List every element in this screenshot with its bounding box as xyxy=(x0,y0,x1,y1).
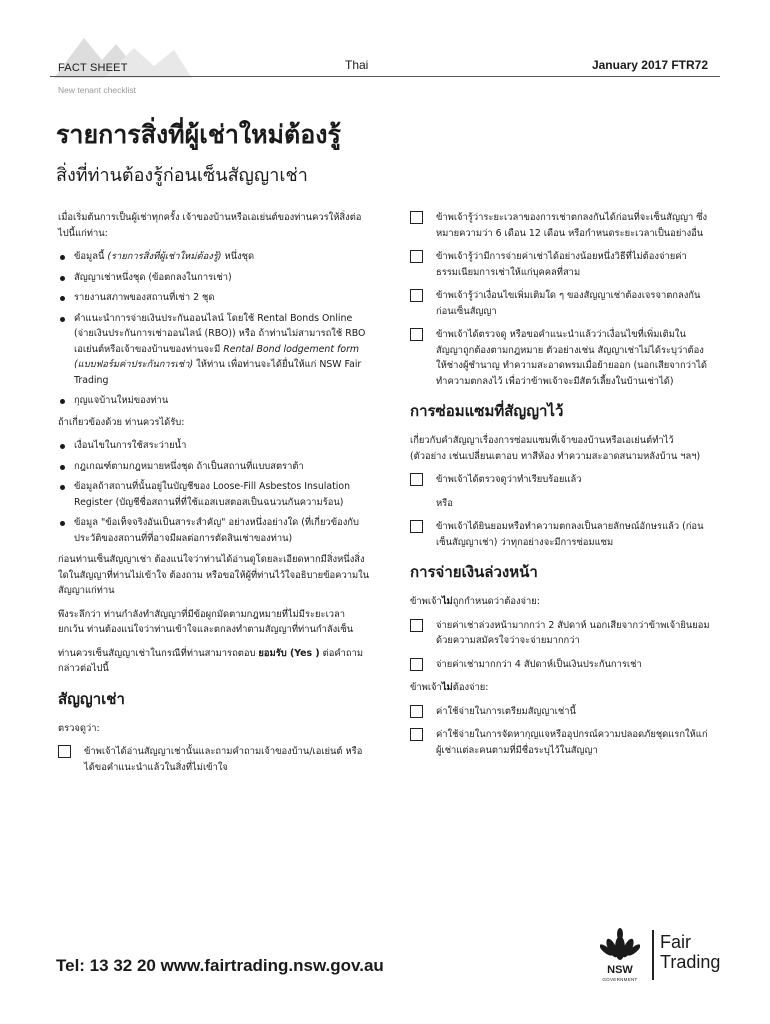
fact-sheet-label: FACT SHEET xyxy=(58,62,128,74)
checklist-item: ข้าพเจ้าได้ตรวจดูว่าทำเรียบร้อยแล้ว xyxy=(410,472,710,488)
related-intro: ถ้าเกี่ยวข้องด้วย ท่านควรได้รับ: xyxy=(58,416,185,428)
checkbox[interactable] xyxy=(410,473,423,486)
bullet-icon xyxy=(60,296,65,301)
header-rule xyxy=(50,76,720,77)
list-item: สัญญาเช่าหนึ่งชุด (ข้อตกลงในการเช่า) xyxy=(58,270,370,286)
footer-contact: Tel: 13 32 20 www.fairtrading.nsw.gov.au xyxy=(56,956,384,975)
related-list xyxy=(58,438,370,546)
intro-text: เมื่อเริ่มต้นการเป็นผู้เช่าทุกครั้ง เจ้าของบ้านหรือเอเย่นต์ของท่านควรให้สิ่งต่อไปนี้แก่ท่าน: xyxy=(58,212,362,239)
advance-payment-heading: การจ่ายเงินล่วงหน้า xyxy=(410,563,538,581)
repairs-intro: เกี่ยวกับคำสัญญาเรื่องการซ่อมแซมที่เจ้าของบ้านหรือเอเย่นต์ทำไว้ (ตัวอย่าง เช่นเปลี่ยนเตาอบ ทาสีห้อง ทำความสะอาดสนามหลังบ้าน ฯลฯ) xyxy=(410,435,701,462)
checkbox[interactable] xyxy=(410,211,423,224)
no-pay-label: ข้าพเจ้าไม่ต้องจ่าย: xyxy=(410,682,489,693)
checklist-item: ข้าพเจ้าได้อ่านสัญญาเช่านั้นและถามคำถามเจ้าของบ้าน/เอเย่นต์ หรือได้ขอคำแนะนำแล้วในสิ่งที่ไม่เข้าใจ xyxy=(58,744,370,775)
checkbox[interactable] xyxy=(410,520,423,533)
checkbox[interactable] xyxy=(410,728,423,741)
checklist-item: ข้าพเจ้าได้ตรวจดู หรือขอคำแนะนำแล้วว่าเงื่อนไขที่เพิ่มเติมในสัญญาถูกต้องตามกฎหมาย ตัวอย่างเช่น สัญญาเช่าไม่ได้ระบุว่าต้องให้ช่างผู้ชำนาญ ทำความสะอาดพรมเมื่อย้ายออก (นอกเสียจากว่าได้ทำความตกลงไว้ เพื่อว่าข้าพเจ้าจะมีสัตว์เลี้ยงในบ้านเช่าได้) xyxy=(410,327,710,389)
bullet-icon xyxy=(60,485,65,490)
give-list xyxy=(58,249,370,409)
bullet-icon xyxy=(60,444,65,449)
checklist-item: ค่าใช้จ่ายในการจัดหากุญแจหรืออุปกรณ์ความปลอดภัยชุดแรกให้แก่ผู้เช่าแต่ละคนตามที่มีชื่อระบุไว้ในสัญญา xyxy=(410,727,710,758)
bullet-icon xyxy=(60,521,65,526)
right-column xyxy=(410,210,710,766)
list-item: คำแนะนำการจ่ายเงินประกันออนไลน์ โดยใช้ Rental Bonds Online (จ่ายเงินประกันการเช่าออนไลน์ (RBO)) หรือ ถ้าท่านไม่สามารถใช้ RBO เอเย่นต์หรือเจ้าของบ้านของท่านจะมี Rental Bond lodgement form (แบบฟอร์มค่าประกันการเช่า) ให้ท่าน เพื่อท่านจะได้ยื่นให้แก่ NSW Fair Trading xyxy=(58,311,370,389)
repairs-heading: การซ่อมแซมที่สัญญาไว้ xyxy=(410,402,564,420)
bullet-icon xyxy=(60,399,65,404)
checklist-item: ข้าพเจ้ารู้ว่ามีการจ่ายค่าเช่าได้อย่างน้อยหนึ่งวิธีที่ไม่ต้องจ่ายค่าธรรมเนียมการเช่าให้แก่บุคคลที่สาม xyxy=(410,249,710,280)
checkbox[interactable] xyxy=(410,328,423,341)
sign-if-yes-text: ท่านควรเซ็นสัญญาเช่าในกรณีที่ท่านสามารถตอบ ยอมรับ (Yes ) ต่อคำถามกล่าวต่อไปนี้ xyxy=(58,647,364,674)
checkbox[interactable] xyxy=(410,250,423,263)
checklist-item: จ่ายค่าเช่ามากกว่า 4 สัปดาห์เป็นเงินประกันการเช่า xyxy=(410,657,710,673)
or-label: หรือ xyxy=(436,497,453,509)
logo-divider xyxy=(652,930,654,980)
checkbox[interactable] xyxy=(410,658,423,671)
subheader: New tenant checklist xyxy=(58,85,136,95)
list-item: ข้อมูล "ข้อเท็จจริงอันเป็นสาระสำคัญ" อย่างหนึ่งอย่างใด (ที่เกี่ยวข้องกับประวัติของสถานที่ที่อาจมีผลต่อการตัดสินเช่าของท่าน) xyxy=(58,515,370,546)
not-required-label: ข้าพเจ้าไม่ถูกกำหนดว่าต้องจ่าย: xyxy=(410,596,540,607)
bullet-icon xyxy=(60,465,65,470)
bullet-icon xyxy=(60,255,65,260)
list-item: ข้อมูลนี้ (รายการสิ่งที่ผู้เช่าใหม่ต้องรู้) หนึ่งชุด xyxy=(58,249,370,265)
checklist-item: ข้าพเจ้ารู้ว่าเงื่อนไขเพิ่มเติมใด ๆ ของสัญญาเช่าต้องเจรจาตกลงกันก่อนเซ็นสัญญา xyxy=(410,288,710,319)
list-item: ข้อมูลถ้าสถานที่นั้นอยู่ในบัญชีของ Loose-Fill Asbestos Insulation Register (บัญชีชื่อสถานที่ที่ใช้แอสเบสตอสเป็นฉนวนกันความร้อน) xyxy=(58,479,370,510)
checkbox[interactable] xyxy=(410,705,423,718)
list-item: กฎเกณฑ์ตามกฎหมายหนึ่งชุด ถ้าเป็นสถานที่แบบสตราต้า xyxy=(58,459,370,475)
checkbox[interactable] xyxy=(410,289,423,302)
lease-heading: สัญญาเช่า xyxy=(58,689,125,708)
nsw-fair-trading-logo xyxy=(596,926,726,986)
read-carefully-text: ก่อนท่านเซ็นสัญญาเช่า ต้องแน่ใจว่าท่านได้อ่านดูโดยละเอียดหากมีสิ่งหนึ่งสิ่งใดในสัญญาที่ท่านไม่เข้าใจ ต้องถาม หรือขอให้ผู้ที่ท่านไว้ใจอธิบายข้อความในสัญญาแก่ท่าน xyxy=(58,554,370,596)
page-subtitle: สิ่งที่ท่านต้องรู้ก่อนเซ็นสัญญาเช่า xyxy=(56,165,308,186)
list-item: กุญแจบ้านใหม่ของท่าน xyxy=(58,393,370,409)
date-code: January 2017 FTR72 xyxy=(591,58,708,72)
logo-government-text: GOVERNMENT xyxy=(602,977,638,982)
checklist-item: ค่าใช้จ่ายในการเตรียมสัญญาเช่านี้ xyxy=(410,704,710,720)
list-item: รายงานสภาพของสถานที่เช่า 2 ชุด xyxy=(58,290,370,306)
left-column xyxy=(58,210,370,783)
logo-nsw-text: NSW xyxy=(607,964,633,976)
checklist-item: จ่ายค่าเช่าล่วงหน้ามากกว่า 2 สัปดาห์ นอกเสียจากว่าข้าพเจ้ายินยอมด้วยความสมัครใจว่าจะจ่ายมากกว่า xyxy=(410,618,710,649)
list-item: เงื่อนไขในการใช้สระว่ายน้ำ xyxy=(58,438,370,454)
logo-fair-trading-text: Fair Trading xyxy=(660,932,721,972)
waratah-icon xyxy=(600,926,640,964)
checklist-item: ข้าพเจ้ารู้ว่าระยะเวลาของการเช่าตกลงกันได้ก่อนที่จะเซ็นสัญญา ซึ่งหมายความว่า 6 เดือน 12 เดือน หรือกำหนดระยะเวลาเป็นอย่างอื่น xyxy=(410,210,710,241)
checklist-item: ข้าพเจ้าได้ยินยอมหรือทำความตกลงเป็นลายลักษณ์อักษรแล้ว (ก่อนเซ็นสัญญาเช่า) ว่าทุกอย่างจะมีการซ่อมแซม xyxy=(410,519,710,550)
page-title: รายการสิ่งที่ผู้เช่าใหม่ต้องรู้ xyxy=(56,120,341,149)
checkbox[interactable] xyxy=(58,745,71,758)
bullet-icon xyxy=(60,276,65,281)
binding-contract-text: พึงระลึกว่า ท่านกำลังทำสัญญาที่มีข้อผูกมัดตามกฎหมายที่ไม่มีระยะเวลายกเว้น ท่านต้องแน่ใจว่าท่านเข้าใจและตกลงทำตามสัญญาที่ท่านกำลังเซ็น xyxy=(58,608,354,635)
bullet-icon xyxy=(60,317,65,322)
language-label: Thai xyxy=(345,58,369,72)
check-label: ตรวจดูว่า: xyxy=(58,722,100,734)
checkbox[interactable] xyxy=(410,619,423,632)
